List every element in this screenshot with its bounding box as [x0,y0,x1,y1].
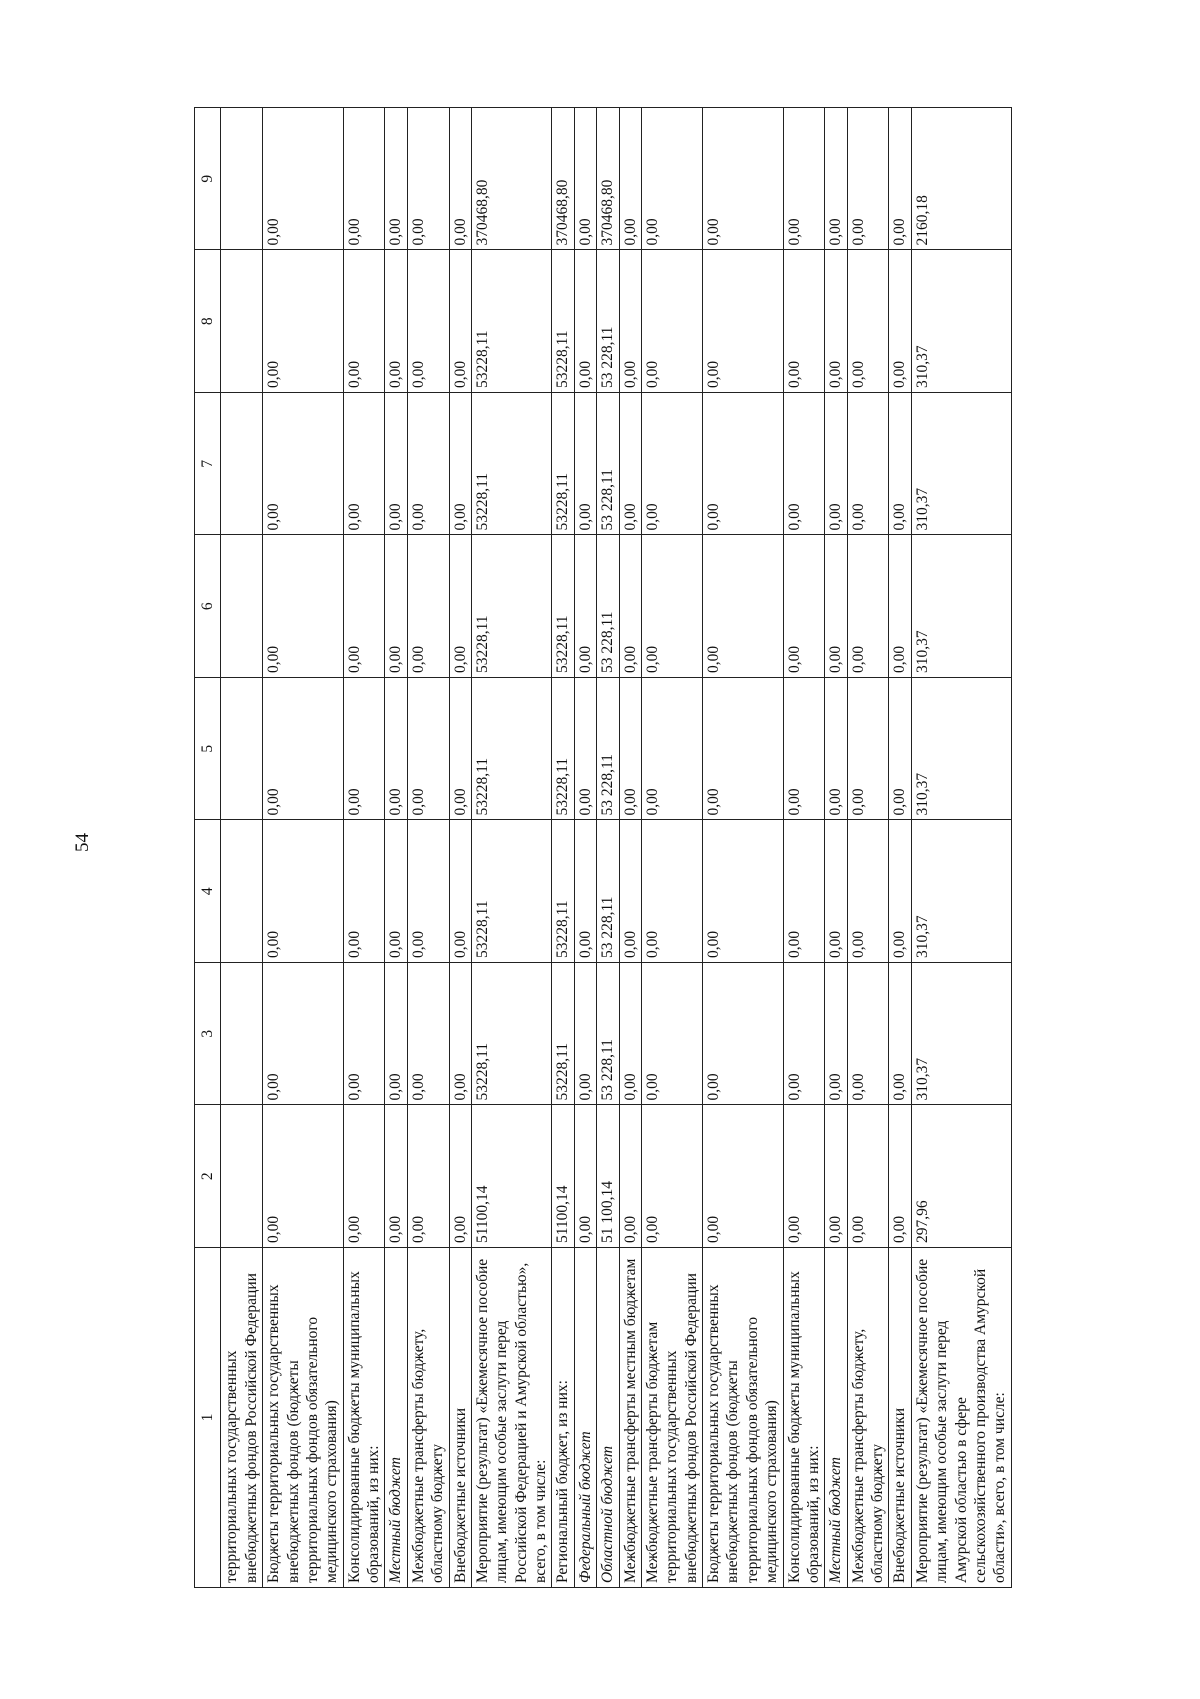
value-cell: 51100,14 [552,1105,574,1248]
value-cell: 0,00 [783,963,825,1106]
value-cell: 0,00 [385,1105,407,1248]
column-header: 3 [195,963,221,1106]
value-cell: 0,00 [619,963,641,1106]
value-cell: 0,00 [343,393,385,536]
table-row [221,108,263,1588]
value-cell: 0,00 [825,535,847,678]
row-label: Местный бюджет [825,1248,847,1588]
column-header: 6 [195,535,221,678]
rotated-table-wrapper [194,108,1012,1588]
column-header: 2 [195,1105,221,1248]
value-cell: 0,00 [407,678,449,821]
value-cell: 0,00 [889,678,911,821]
value-cell: 0,00 [263,535,344,678]
value-cell: 0,00 [783,535,825,678]
value-cell: 310,37 [911,250,1011,393]
table-row [641,108,702,1588]
value-cell: 0,00 [619,535,641,678]
table-row [552,108,574,1588]
value-cell: 0,00 [263,108,344,251]
value-cell: 0,00 [449,108,471,251]
value-cell: 310,37 [911,535,1011,678]
value-cell: 0,00 [847,250,889,393]
row-label: Межбюджетные трансферты местным бюджетам [619,1248,641,1588]
row-label: Консолидированные бюджеты муниципальных образований, из них: [343,1248,385,1588]
value-cell: 0,00 [385,108,407,251]
value-cell: 0,00 [641,963,702,1106]
value-cell: 0,00 [641,820,702,963]
row-label: Мероприятие (результат) «Ежемесячное пособие лицам, имеющим особые заслуги перед Амурской областью в сфере сельскохозяйственного производства Амурской области», всего, в том числе: [911,1248,1011,1588]
value-cell: 0,00 [783,1105,825,1248]
value-cell: 0,00 [574,108,596,251]
value-cell: 0,00 [847,535,889,678]
value-cell: 0,00 [449,963,471,1106]
value-cell: 53228,11 [552,678,574,821]
value-cell: 0,00 [619,678,641,821]
table-row [619,108,641,1588]
value-cell: 53 228,11 [597,820,619,963]
value-cell: 0,00 [449,1105,471,1248]
value-cell: 0,00 [263,820,344,963]
budget-table [194,107,1012,1588]
value-cell: 0,00 [847,108,889,251]
value-cell: 0,00 [619,250,641,393]
value-cell: 370468,80 [552,108,574,251]
value-cell: 0,00 [449,535,471,678]
value-cell: 0,00 [407,963,449,1106]
value-cell [221,678,263,821]
value-cell: 53228,11 [471,678,552,821]
value-cell [221,250,263,393]
value-cell [221,820,263,963]
row-label: Внебюджетные источники [889,1248,911,1588]
value-cell: 53228,11 [471,535,552,678]
table-row [847,108,889,1588]
value-cell: 0,00 [574,250,596,393]
value-cell: 0,00 [343,250,385,393]
value-cell: 53228,11 [552,250,574,393]
value-cell: 0,00 [847,1105,889,1248]
value-cell: 0,00 [343,108,385,251]
column-header-row [195,108,221,1588]
value-cell: 0,00 [385,678,407,821]
value-cell: 0,00 [343,1105,385,1248]
table-row [449,108,471,1588]
value-cell: 0,00 [343,963,385,1106]
value-cell: 0,00 [703,820,784,963]
row-label: Федеральный бюджет [574,1248,596,1588]
value-cell: 0,00 [343,678,385,821]
budget-table-body [195,108,1012,1588]
value-cell: 0,00 [385,250,407,393]
value-cell: 0,00 [847,820,889,963]
value-cell: 51 100,14 [597,1105,619,1248]
value-cell: 0,00 [385,393,407,536]
value-cell: 0,00 [574,963,596,1106]
row-label: Областной бюджет [597,1248,619,1588]
row-label: Мероприятие (результат) «Ежемесячное пособие лицам, имеющим особые заслуги перед Российской Федерацией и Амурской областью», всего, в том числе: [471,1248,552,1588]
row-label: Местный бюджет [385,1248,407,1588]
value-cell: 53228,11 [552,820,574,963]
value-cell: 0,00 [783,108,825,251]
value-cell: 0,00 [641,1105,702,1248]
value-cell: 0,00 [783,820,825,963]
value-cell: 0,00 [889,108,911,251]
row-label: Внебюджетные источники [449,1248,471,1588]
value-cell: 53 228,11 [597,963,619,1106]
value-cell: 0,00 [574,535,596,678]
value-cell: 0,00 [263,393,344,536]
value-cell: 53228,11 [552,393,574,536]
value-cell: 53228,11 [471,393,552,536]
value-cell: 0,00 [641,393,702,536]
value-cell: 310,37 [911,393,1011,536]
value-cell: 0,00 [407,250,449,393]
value-cell: 0,00 [574,393,596,536]
table-row [385,108,407,1588]
value-cell: 0,00 [641,108,702,251]
value-cell: 53228,11 [471,820,552,963]
value-cell: 53 228,11 [597,535,619,678]
row-label: Межбюджетные трансферты бюджету, областному бюджету [847,1248,889,1588]
value-cell: 2160,18 [911,108,1011,251]
value-cell: 0,00 [619,820,641,963]
value-cell [221,963,263,1106]
value-cell: 0,00 [703,963,784,1106]
value-cell: 0,00 [619,1105,641,1248]
value-cell: 0,00 [619,108,641,251]
value-cell: 0,00 [449,250,471,393]
value-cell: 0,00 [449,393,471,536]
column-header: 4 [195,820,221,963]
value-cell: 53228,11 [552,963,574,1106]
value-cell: 0,00 [641,678,702,821]
table-row [703,108,784,1588]
value-cell: 0,00 [825,820,847,963]
value-cell [221,1105,263,1248]
value-cell: 0,00 [263,1105,344,1248]
value-cell: 0,00 [449,678,471,821]
value-cell: 0,00 [783,250,825,393]
value-cell: 0,00 [783,393,825,536]
value-cell: 310,37 [911,678,1011,821]
table-row [825,108,847,1588]
value-cell [221,108,263,251]
value-cell: 370468,80 [597,108,619,251]
value-cell: 310,37 [911,963,1011,1106]
table-row [597,108,619,1588]
value-cell: 297,96 [911,1105,1011,1248]
value-cell: 0,00 [385,820,407,963]
value-cell: 0,00 [263,963,344,1106]
value-cell: 0,00 [825,250,847,393]
value-cell: 0,00 [889,1105,911,1248]
value-cell: 0,00 [263,678,344,821]
value-cell: 0,00 [825,393,847,536]
column-header: 5 [195,678,221,821]
value-cell: 0,00 [574,678,596,821]
value-cell: 0,00 [385,963,407,1106]
value-cell: 0,00 [825,963,847,1106]
value-cell: 0,00 [889,963,911,1106]
column-header: 8 [195,250,221,393]
value-cell: 0,00 [407,820,449,963]
value-cell: 0,00 [407,393,449,536]
value-cell: 0,00 [889,250,911,393]
value-cell: 0,00 [407,1105,449,1248]
row-label: Региональный бюджет, из них: [552,1248,574,1588]
value-cell: 0,00 [641,250,702,393]
table-row [263,108,344,1588]
value-cell [221,535,263,678]
value-cell: 0,00 [847,393,889,536]
table-row [911,108,1011,1588]
row-label: Консолидированные бюджеты муниципальных образований, из них: [783,1248,825,1588]
value-cell: 0,00 [574,820,596,963]
value-cell: 0,00 [385,535,407,678]
value-cell: 53 228,11 [597,393,619,536]
value-cell: 0,00 [889,535,911,678]
column-header: 7 [195,393,221,536]
page-number: 54 [72,833,93,852]
value-cell: 0,00 [407,108,449,251]
value-cell [221,393,263,536]
value-cell: 0,00 [825,108,847,251]
table-row [889,108,911,1588]
value-cell: 53228,11 [552,535,574,678]
value-cell: 53 228,11 [597,250,619,393]
value-cell: 310,37 [911,820,1011,963]
row-label: Межбюджетные трансферты бюджетам территориальных государственных внебюджетных фондов Российской Федерации [641,1248,702,1588]
value-cell: 0,00 [343,535,385,678]
value-cell: 0,00 [825,1105,847,1248]
value-cell: 0,00 [574,1105,596,1248]
value-cell: 53228,11 [471,250,552,393]
value-cell: 0,00 [703,250,784,393]
row-label: территориальных государственных внебюджетных фондов Российской Федерации [221,1248,263,1588]
value-cell: 0,00 [847,963,889,1106]
value-cell: 370468,80 [471,108,552,251]
value-cell: 0,00 [825,678,847,821]
value-cell: 0,00 [343,820,385,963]
value-cell: 0,00 [449,820,471,963]
value-cell: 0,00 [703,393,784,536]
value-cell: 0,00 [889,820,911,963]
table-row [574,108,596,1588]
value-cell: 0,00 [703,535,784,678]
column-header: 9 [195,108,221,251]
value-cell: 0,00 [641,535,702,678]
table-row [471,108,552,1588]
value-cell: 0,00 [889,393,911,536]
value-cell: 0,00 [263,250,344,393]
row-label: Межбюджетные трансферты бюджету, областному бюджету [407,1248,449,1588]
row-label: Бюджеты территориальных государственных внебюджетных фондов (бюджеты территориальных фондов обязательного медицинского страхования) [263,1248,344,1588]
value-cell: 53228,11 [471,963,552,1106]
value-cell: 0,00 [847,678,889,821]
value-cell: 0,00 [619,393,641,536]
table-row [407,108,449,1588]
table-row [783,108,825,1588]
column-header: 1 [195,1248,221,1588]
value-cell: 51100,14 [471,1105,552,1248]
table-row [343,108,385,1588]
value-cell: 0,00 [703,1105,784,1248]
value-cell: 0,00 [407,535,449,678]
value-cell: 0,00 [783,678,825,821]
value-cell: 53 228,11 [597,678,619,821]
value-cell: 0,00 [703,108,784,251]
value-cell: 0,00 [703,678,784,821]
row-label: Бюджеты территориальных государственных внебюджетных фондов (бюджеты территориальных фондов обязательного медицинского страхования) [703,1248,784,1588]
